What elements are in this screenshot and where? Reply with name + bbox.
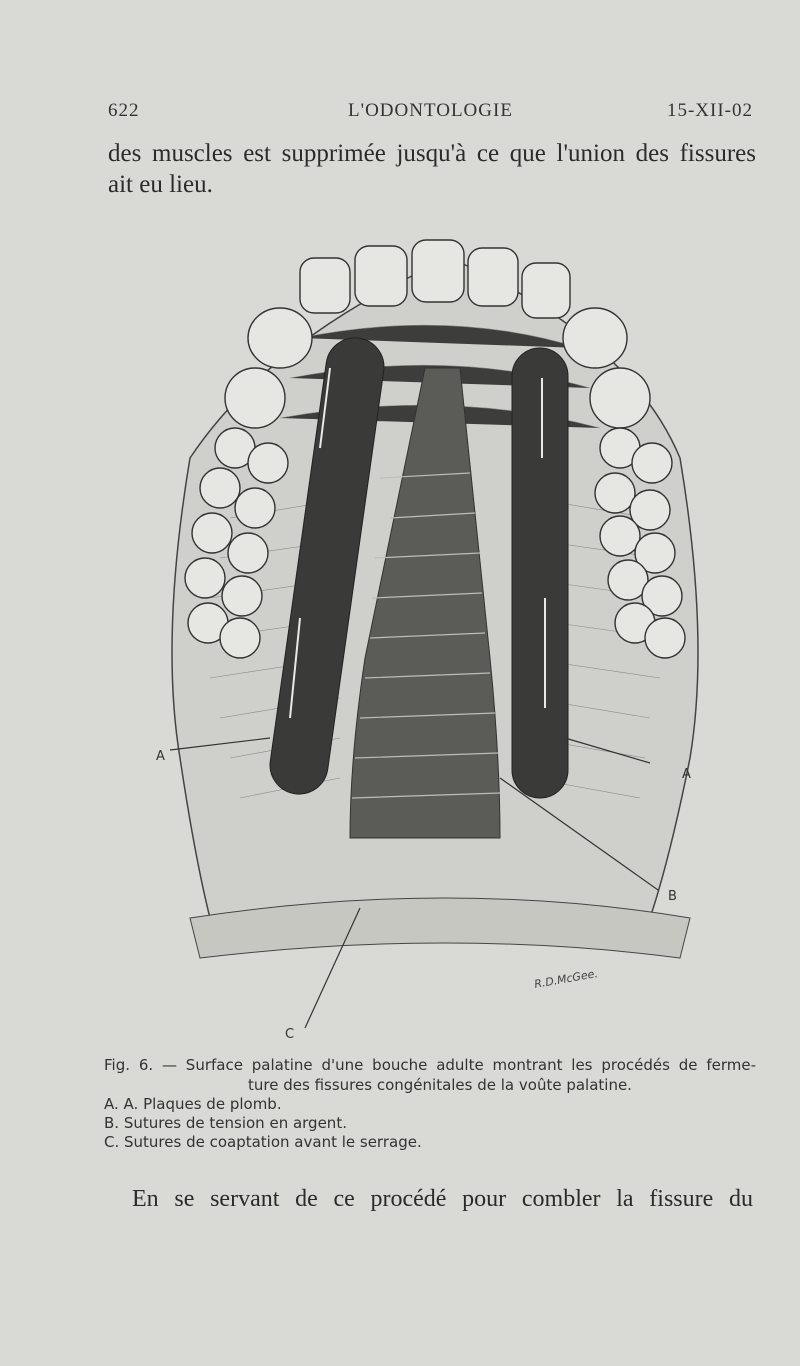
figure-caption [104,1055,756,1152]
palate-illustration [150,218,720,1040]
caption-item-b: B. Sutures de tension en argent. [104,1114,347,1132]
page-number: 622 [108,100,140,121]
issue-date: 15-XII-02 [666,100,753,121]
journal-title: L'ODONTOLOGIE [348,100,513,121]
intro-line-1: des muscles est supprimée jusqu'à ce que l'union des fissures [108,140,756,167]
running-header [108,100,753,130]
intro-line-2: ait eu lieu. [108,171,213,198]
artist-signature: R.D.McGee. [533,967,599,991]
label-a-right: A [682,767,691,782]
label-b: B [668,889,677,904]
caption-line-1: Fig. 6. — Surface palatine d'une bouche adulte montrant les procédés de ferme- [104,1056,756,1074]
caption-line-2: ture des fissures congénitales de la voûte palatine. [248,1076,632,1094]
label-c: C [285,1027,295,1040]
caption-item-a: A. A. Plaques de plomb. [104,1095,282,1113]
caption-item-c: C. Sutures de coaptation avant le serrage. [104,1133,422,1151]
lead-plate-right [512,348,568,798]
label-a-left: A [156,749,165,764]
intro-paragraph [108,138,756,200]
body-paragraph: En se servant de ce procédé pour combler la fissure du [132,1186,753,1212]
